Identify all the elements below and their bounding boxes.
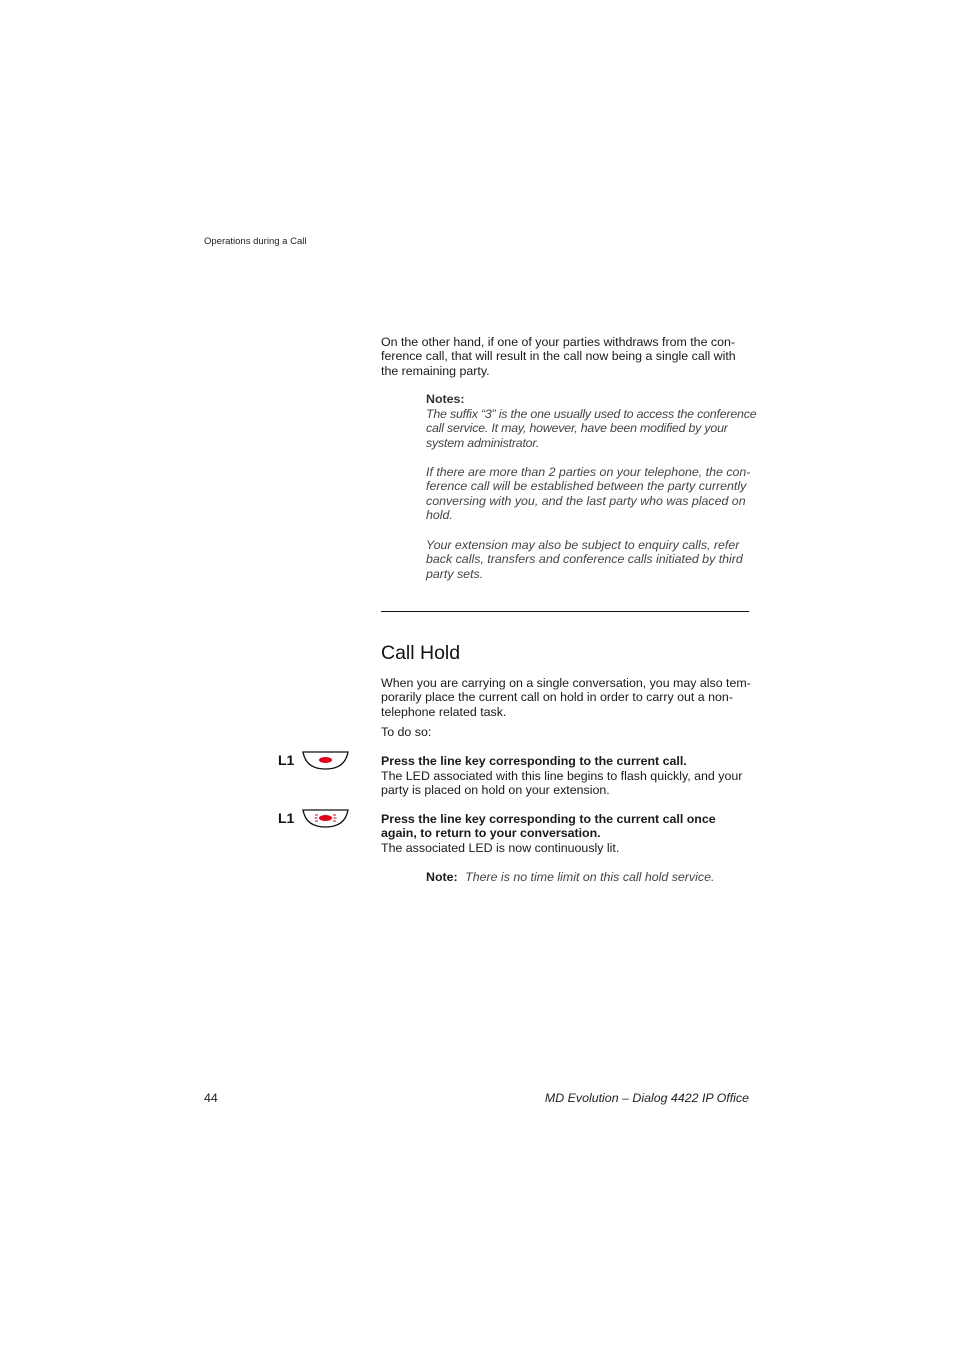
step2-instruction-line: again, to return to your conversation. <box>381 826 601 841</box>
note-line: system administrator. <box>426 435 540 450</box>
intro-line: the remaining party. <box>381 363 490 378</box>
hold-note-label: Note: <box>426 870 458 884</box>
led-steady-icon <box>302 751 349 770</box>
line-key-label: L1 <box>278 810 295 826</box>
hold-note-text: There is no time limit on this call hold service. <box>465 870 715 884</box>
step1-result <box>381 769 742 798</box>
note-1 <box>426 407 756 450</box>
note-line: hold. <box>426 508 453 523</box>
page-number: 44 <box>204 1091 218 1105</box>
line-key-label: L1 <box>278 752 295 768</box>
running-header: Operations during a Call <box>204 236 307 247</box>
step1-instruction: Press the line key corresponding to the current call. <box>381 754 687 768</box>
step2-instruction-line: Press the line key corresponding to the current call once <box>381 812 716 826</box>
section-title: Call Hold <box>381 642 461 664</box>
note-line: party sets. <box>426 566 484 581</box>
footer-product: MD Evolution – Dialog 4422 IP Office <box>544 1091 749 1105</box>
intro-line: On the other hand, if one of your parties withdraws from the con- <box>381 335 736 349</box>
note-line: call service. It may, however, have been modified by your <box>426 421 728 436</box>
step1-result-line: party is placed on hold on your extension. <box>381 783 610 798</box>
section-intro-line: porarily place the current call on hold in order to carry out a non- <box>381 690 733 705</box>
note-line: If there are more than 2 parties on your telephone, the con- <box>426 465 751 479</box>
note-line: The suffix “3” is the one usually used to access the conference <box>426 407 757 421</box>
note-2 <box>426 465 750 523</box>
todo-text: To do so: <box>381 725 432 739</box>
section-intro <box>381 676 751 719</box>
note-line: ference call will be established between the party currently <box>426 479 747 494</box>
section-intro-line: When you are carrying on a single conversation, you may also tem- <box>381 676 751 690</box>
intro-line: ference call, that will result in the call now being a single call with <box>381 349 736 364</box>
notes-title: Notes: <box>426 392 465 406</box>
step1-result-line: The LED associated with this line begins to flash quickly, and your <box>381 769 743 783</box>
note-line: Your extension may also be subject to enquiry calls, refer <box>426 538 740 552</box>
hold-note <box>426 870 714 884</box>
note-3 <box>426 538 743 581</box>
section-divider <box>381 611 749 612</box>
step2-instruction <box>381 812 716 841</box>
section-intro-line: telephone related task. <box>381 704 507 719</box>
led-flashing-icon <box>302 809 349 828</box>
note-line: conversing with you, and the last party who was placed on <box>426 493 746 508</box>
intro-paragraph <box>381 335 736 378</box>
note-line: back calls, transfers and conference calls initiated by third <box>426 552 743 567</box>
step2-result: The associated LED is now continuously lit. <box>381 841 620 855</box>
